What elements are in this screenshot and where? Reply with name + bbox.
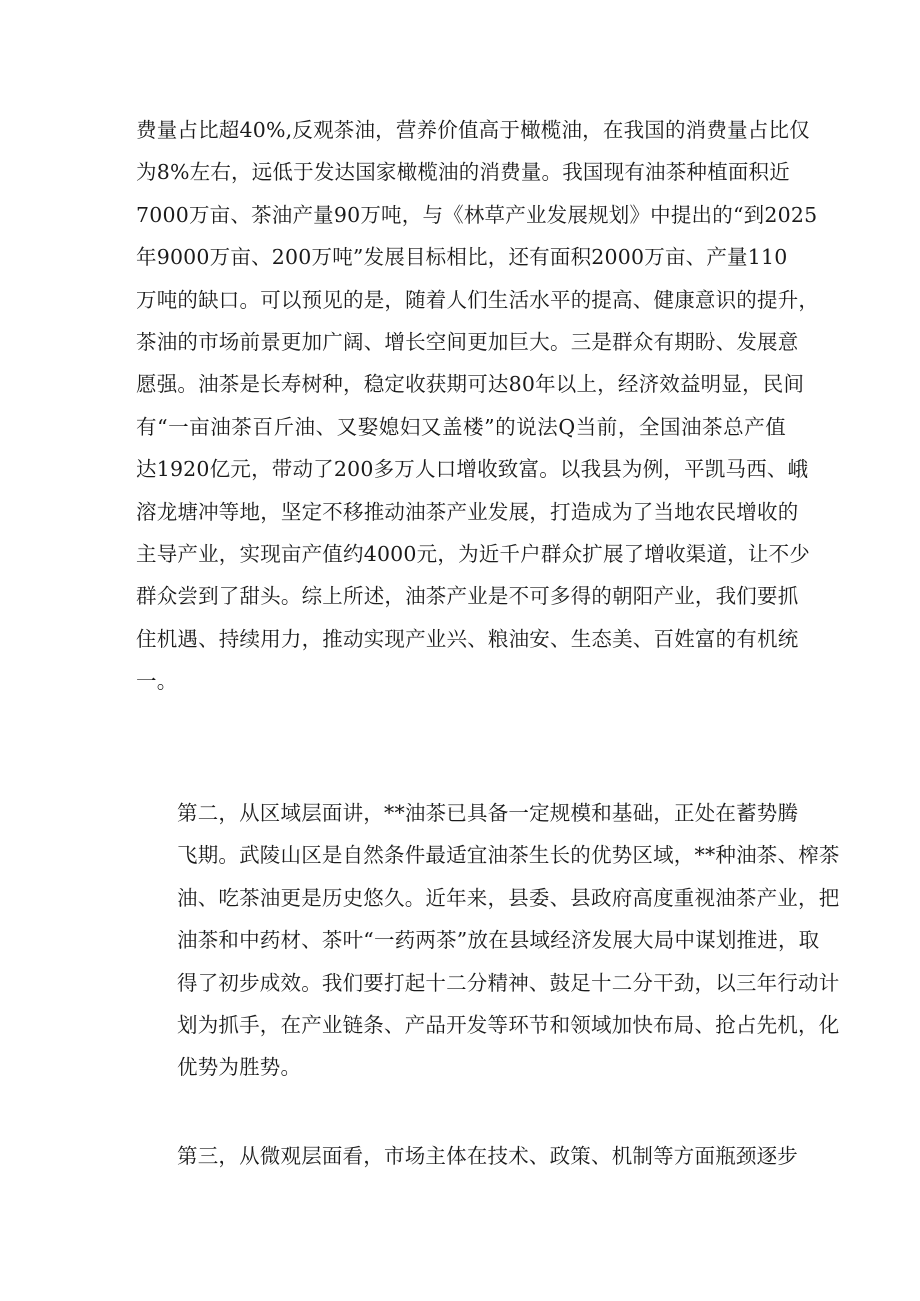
text-line: 划为抓手，在产业链条、产品开发等环节和领域加快布局、抢占先机，化	[177, 1013, 840, 1038]
text-line: 溶龙塘冲等地，坚定不移推动油茶产业发展，打造成为了当地农民增收的	[136, 499, 799, 524]
paragraph-micro-level	[136, 1135, 798, 1177]
text-line: 群众尝到了甜头。综上所述，油茶产业是不可多得的朝阳产业，我们要抓	[136, 584, 799, 609]
text-line: 一。	[136, 669, 178, 694]
text-line: 飞期。武陵山区是自然条件最适宜油茶生长的优势区域，**种油茶、榨茶	[177, 843, 840, 868]
text-line: 费量占比超40%,反观茶油，营养价值高于橄榄油，在我国的消费量占比仅	[136, 118, 810, 142]
text-line: 得了初步成效。我们要打起十二分精神、鼓足十二分干劲，以三年行动计	[177, 970, 840, 995]
text-line: 有“一亩油茶百斤油、又娶媳妇又盖楼”的说法Q当前，全国油茶总产值	[136, 414, 786, 439]
text-line: 住机遇、持续用力，推动实现产业兴、粮油安、生态美、百姓富的有机统	[136, 626, 799, 651]
text-line: 优势为胜势。	[177, 1055, 302, 1080]
text-line: 年9000万亩、200万吨”发展目标相比，还有面积2000万亩、产量110	[136, 245, 788, 270]
text-line: 第二，从区域层面讲，**油茶已具备一定规模和基础，正处在蓄势腾	[177, 801, 799, 825]
text-line: 油、吃茶油更是历史悠久。近年来，县委、县政府高度重视油茶产业，把	[177, 885, 840, 910]
text-line: 为8%左右，远低于发达国家橄榄油的消费量。我国现有油茶种植面积近	[136, 160, 790, 185]
text-line: 愿强。油茶是长寿树种，稳定收获期可达80年以上，经济效益明显，民间	[136, 372, 805, 397]
text-line: 达1920亿元，带动了200多万人口增收致富。以我县为例，平凯马西、峨	[136, 457, 809, 482]
text-line: 茶油的市场前景更加广阔、增长空间更加巨大。三是群众有期盼、发展意	[136, 330, 799, 355]
text-line: 第三，从微观层面看，市场主体在技术、政策、机制等方面瓶颈逐步	[177, 1144, 798, 1168]
text-line: 油茶和中药材、茶叶“一药两茶”放在县域经济发展大局中谋划推进，取	[177, 928, 820, 953]
paragraph-regional-level	[136, 792, 840, 1089]
text-line: 7000万亩、茶油产量90万吨，与《林草产业发展规划》中提出的“到2025	[136, 202, 818, 227]
text-line: 主导产业，实现亩产值约4000元，为近千户群众扩展了增收渠道，让不少	[136, 542, 810, 567]
text-line: 万吨的缺口。可以预见的是，随着人们生活水平的提高、健康意识的提升，	[136, 287, 820, 312]
paragraph-oil-tea-market	[136, 109, 820, 703]
